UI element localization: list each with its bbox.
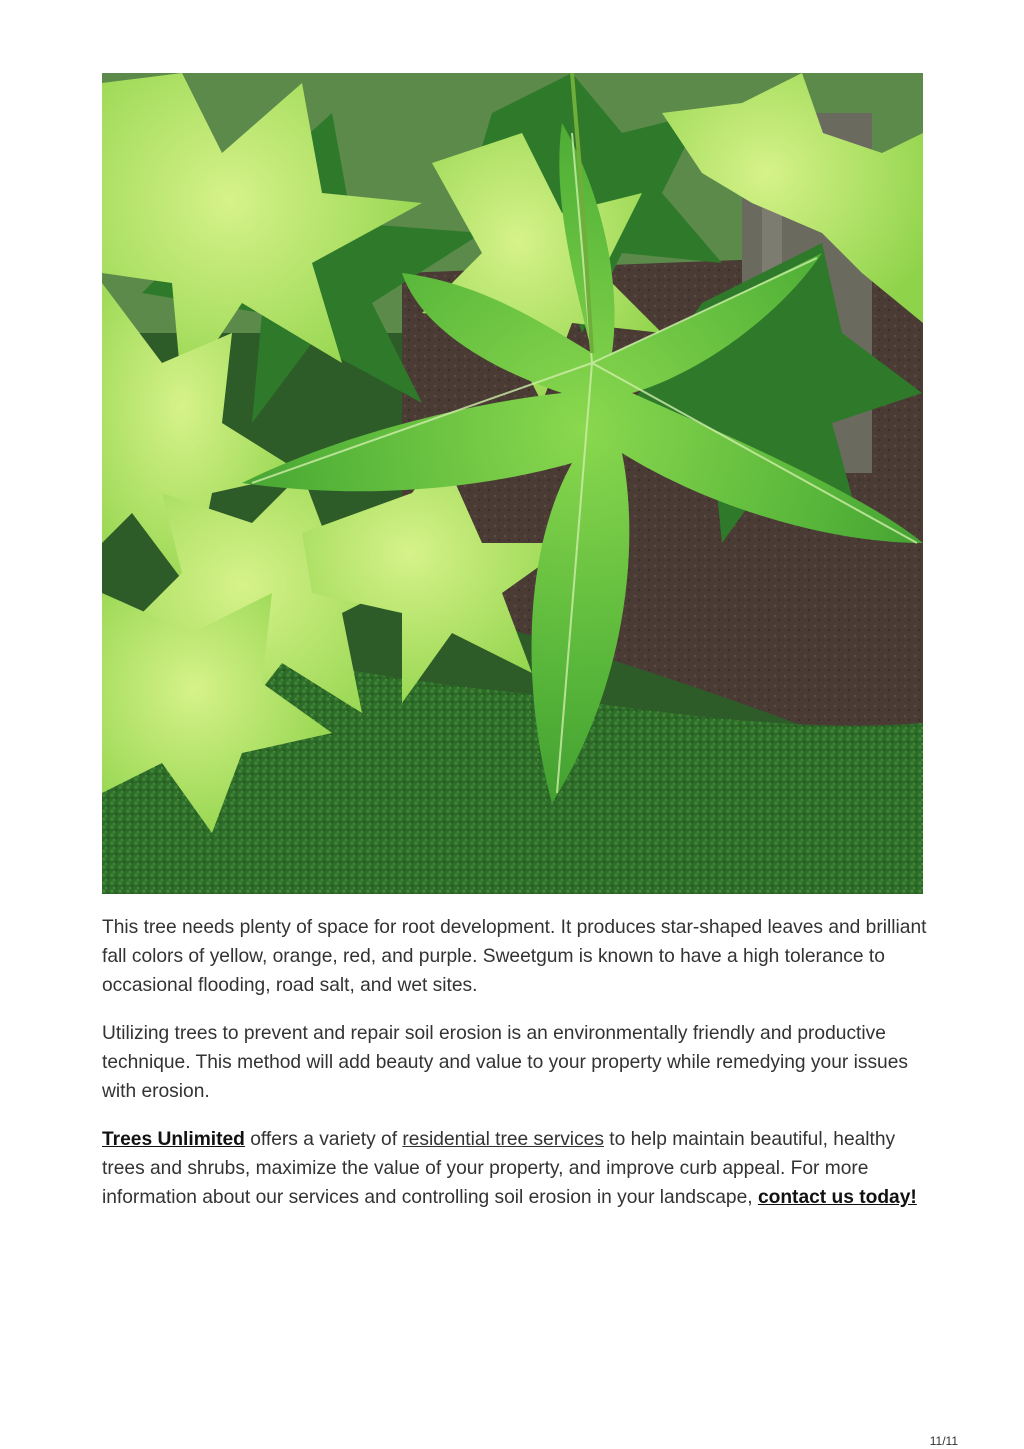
trees-unlimited-link[interactable]: Trees Unlimited	[102, 1129, 245, 1150]
services-text-1: offers a variety of	[244, 1129, 403, 1150]
contact-us-link[interactable]: contact us today!	[757, 1187, 917, 1208]
paragraph-services	[102, 1125, 932, 1212]
article-body	[102, 913, 932, 1231]
paragraph-sweetgum-description: This tree needs plenty of space for root development. It produces star-shaped leaves and brilliant fall colors of yellow, orange, red, and purple. Sweetgum is known to have a high tolerance to occasional flooding, road salt, and wet sites.	[102, 917, 927, 996]
page-number: 11/11	[929, 1434, 958, 1448]
residential-tree-services-link[interactable]: residential tree services	[402, 1129, 604, 1150]
services-text-2: to help maintain beautiful, healthy trees and shrubs, maximize the value of your property, and improve curb appeal. For more information about our services and controlling soil erosion in your landscape,	[102, 1129, 896, 1208]
paragraph-erosion-technique: Utilizing trees to prevent and repair soil erosion is an environmentally friendly and productive technique. This method will add beauty and value to your property while remedying your issues with erosion.	[102, 1023, 908, 1102]
sweetgum-leaves-photo	[102, 73, 923, 894]
